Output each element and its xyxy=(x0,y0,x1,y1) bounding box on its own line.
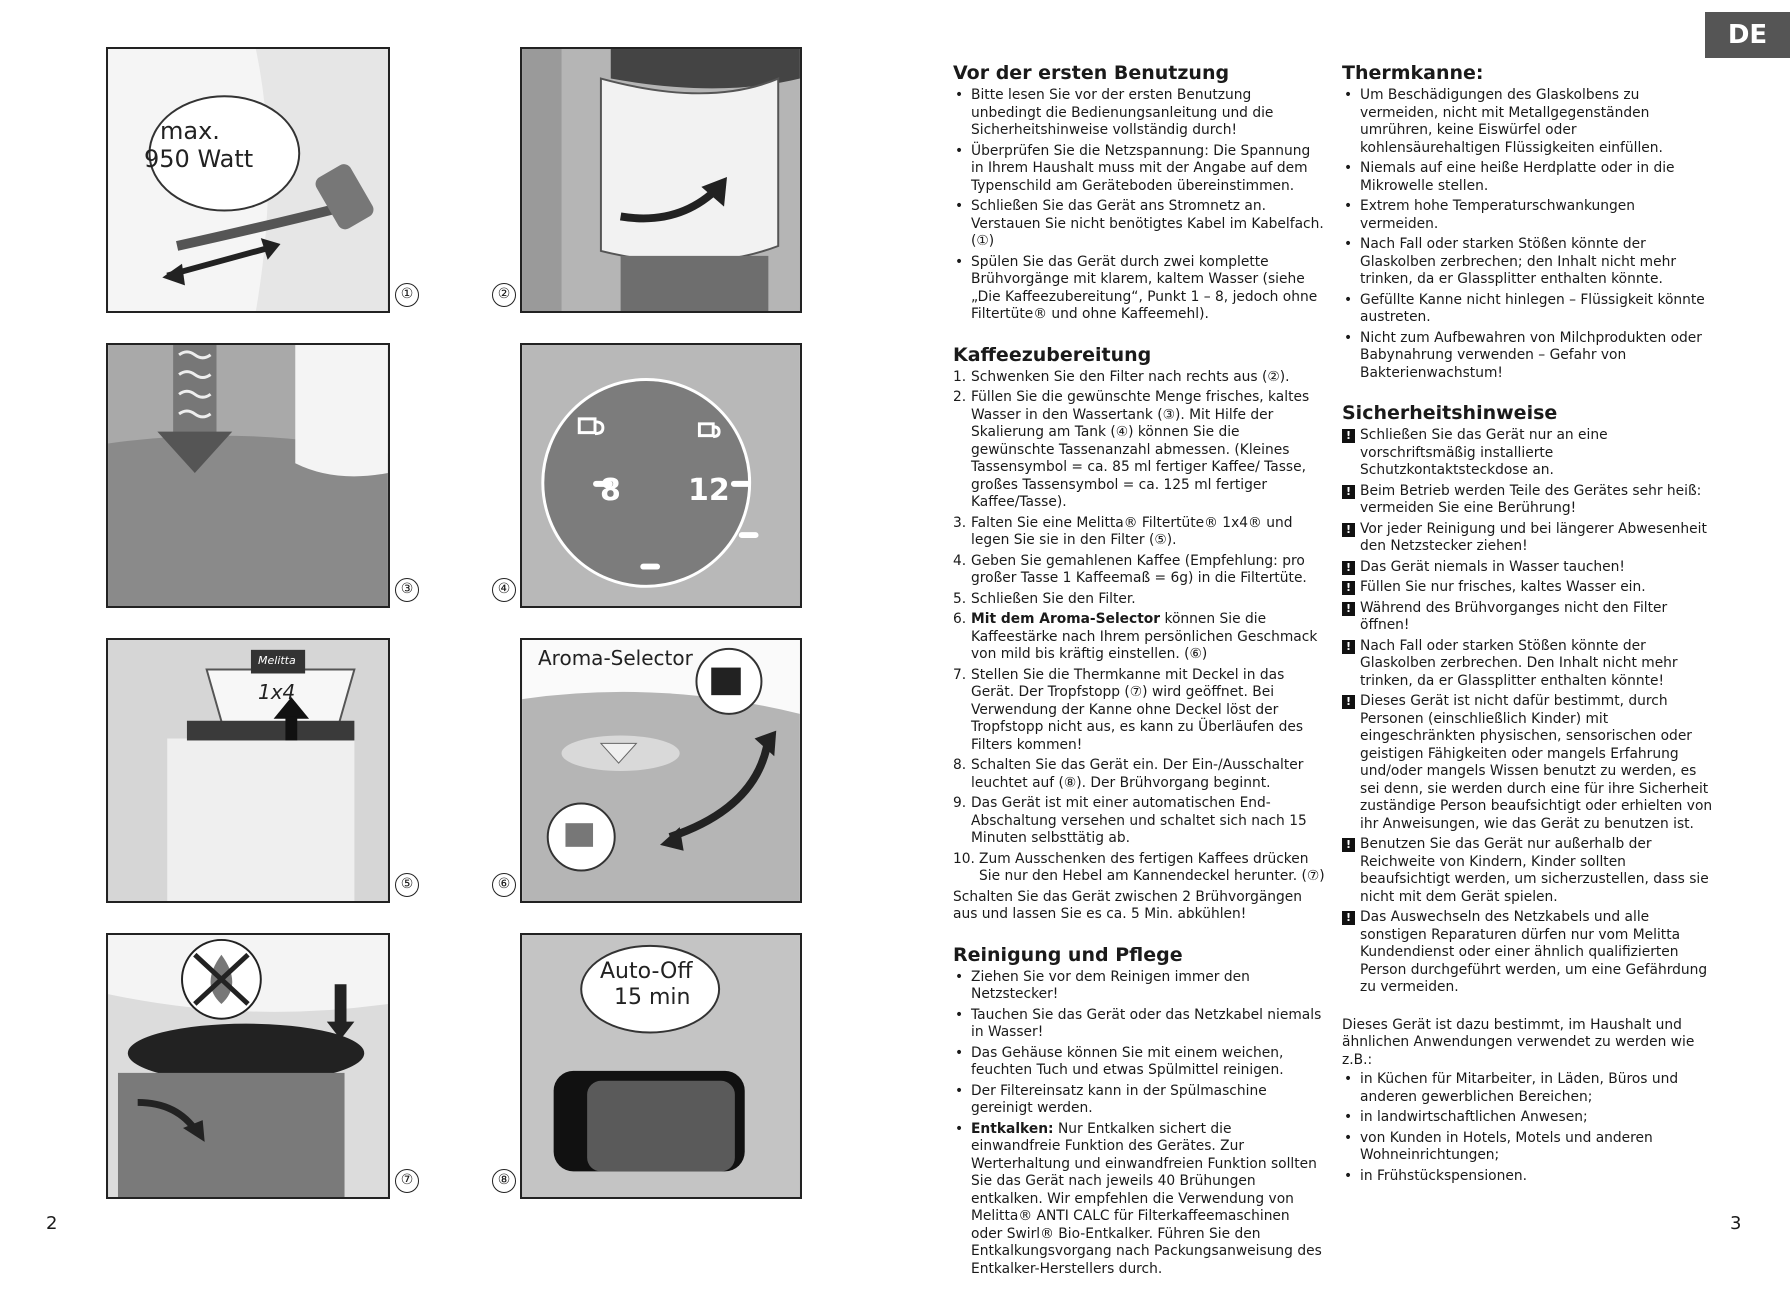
warning-item: • ! Beim Betrieb werden Teile des Gerätes sehr heiß: vermeiden Sie eine Berührung! xyxy=(1342,483,1714,518)
step-bold-text: Mit dem Aroma-Selector xyxy=(971,611,1161,627)
warning-icon: • ! xyxy=(1342,561,1355,575)
step-number: 9. xyxy=(953,795,967,811)
step-text: Schließen Sie den Filter. xyxy=(971,590,1136,607)
scale-large-cup-value: 12 xyxy=(688,473,730,508)
panel-number-4: ④ xyxy=(492,578,516,602)
list-item: • in landwirtschaftlichen Anwesen; xyxy=(1342,1109,1714,1127)
list-item: • Nicht zum Aufbewahren von Milchprodukten oder Babynahrung verwenden – Gefahr von Bakterienwachstum! xyxy=(1342,330,1714,383)
warning-item: • ! Benutzen Sie das Gerät nur außerhalb der Reichweite von Kindern, Kinder sollten beaufsichtigt werden, um sicherzustellen, dass sie nicht mit dem Gerät spielen. xyxy=(1342,836,1714,906)
illustration-panel-5 xyxy=(106,638,390,903)
step-text: Das Gerät ist mit einer automatischen End-Abschaltung versehen und schaltet sich nach 15 Minuten selbsttätig ab. xyxy=(971,795,1307,846)
cleaning-title: Reinigung und Pflege xyxy=(953,943,1183,966)
list-item: • in Küchen für Mitarbeiter, in Läden, Büros und anderen gewerblichen Bereichen; xyxy=(1342,1071,1714,1106)
page-number-right: 3 xyxy=(1730,1213,1742,1234)
step-item xyxy=(953,553,1325,588)
list-item: • in Frühstückspensionen. xyxy=(1342,1168,1714,1186)
auto-off-label: Auto-Off xyxy=(600,959,693,984)
step-item xyxy=(953,369,1325,387)
warning-icon: • ! xyxy=(1342,429,1355,443)
illustration-panel-2 xyxy=(520,47,802,313)
warning-item: • ! Vor jeder Reinigung und bei längerer Abwesenheit den Netzstecker ziehen! xyxy=(1342,521,1714,556)
warning-icon: • ! xyxy=(1342,485,1355,499)
step-item xyxy=(953,515,1325,550)
panel-number-6: ⑥ xyxy=(492,873,516,897)
step-number: 5. xyxy=(953,590,967,607)
drip-stop-illustration xyxy=(108,935,388,1197)
step-item xyxy=(953,757,1325,792)
intended-use-intro: Dieses Gerät ist dazu bestimmt, im Haushalt und ähnlichen Anwendungen verwendet zu werden wie z.B.: xyxy=(1342,1016,1695,1068)
step-item xyxy=(953,591,1325,609)
page-number-left: 2 xyxy=(46,1213,58,1234)
step-number: 4. xyxy=(953,552,967,569)
step-number: 6. xyxy=(953,611,967,627)
text-column-left xyxy=(953,62,1325,1298)
intended-use-section xyxy=(1342,1017,1714,1186)
illustration-panel-6 xyxy=(520,638,802,903)
warning-item: • ! Das Auswechseln des Netzkabels und alle sonstigen Reparaturen dürfen nur vom Melitta Kundendienst oder einer ähnlich qualifizierten Person durchgeführt werden, um eine Gefährdung zu vermeiden. xyxy=(1342,909,1714,997)
warning-icon: • ! xyxy=(1342,695,1355,709)
list-item: • Das Gehäuse können Sie mit einem weichen, feuchten Tuch und etwas Spülmittel reinigen. xyxy=(953,1045,1325,1080)
descaling-label: Entkalken: xyxy=(971,1120,1054,1137)
illustration-panel-3 xyxy=(106,343,390,608)
warning-icon: • ! xyxy=(1342,581,1355,595)
panel-number-8: ⑧ xyxy=(492,1169,516,1193)
list-item: • Der Filtereinsatz kann in der Spülmaschine gereinigt werden. xyxy=(953,1083,1325,1118)
step-text: können Sie die Kaffeestärke nach Ihrem persönlichen Geschmack von mild bis kräftig einstellen. (⑥) xyxy=(971,611,1318,662)
panel-number-1: ① xyxy=(395,283,419,307)
auto-off-time-label: 15 min xyxy=(614,985,691,1010)
illustration-panel-8 xyxy=(520,933,802,1199)
warning-item: • ! Schließen Sie das Gerät nur an eine vorschriftsmäßig installierte Schutzkontaktsteckdose an. xyxy=(1342,427,1714,480)
list-item: • Bitte lesen Sie vor der ersten Benutzung unbedingt die Bedienungsanleitung und die Sicherheitshinweise vollständig durch! xyxy=(953,87,1325,140)
coffee-preparation-title: Kaffeezubereitung xyxy=(953,343,1152,366)
coffee-preparation-note: Schalten Sie das Gerät zwischen 2 Brühvorgängen aus und lassen Sie es ca. 5 Min. abkühlen! xyxy=(953,888,1303,922)
panel-1-label-watt: 950 Watt xyxy=(144,145,254,173)
filter-brand-label: Melitta xyxy=(258,654,296,667)
step-text: Falten Sie eine Melitta® Filtertüte® 1x4® und legen Sie sie in den Filter (⑤). xyxy=(971,514,1293,548)
step-text: Stellen Sie die Thermkanne mit Deckel in das Gerät. Der Tropfstopp (⑦) wird geöffnet. Bei Verwendung der Kanne ohne Deckel löst der Tropfstopp nicht aus, es kann zu Überläufen des Filters kommen! xyxy=(971,666,1304,753)
step-number: 3. xyxy=(953,514,967,531)
safety-title: Sicherheitshinweise xyxy=(1342,402,1558,424)
panel-number-2: ② xyxy=(492,283,516,307)
list-item: • Tauchen Sie das Gerät oder das Netzkabel niemals in Wasser! xyxy=(953,1007,1325,1042)
warning-item: • ! Dieses Gerät ist nicht dafür bestimmt, durch Personen (einschließlich Kinder) mit eingeschränkten physischen, sensorischen oder geistigen Fähigkeiten oder mangels Erfahrung und/oder mangels Wissen benutzt zu werden, es sei denn, sie werden durch eine für ihre Sicherheit zuständige Person beaufsichtigt oder erhielten von ihr Anweisungen, wie das Gerät zu benutzen ist. xyxy=(1342,693,1714,833)
list-item: • Niemals auf eine heiße Herdplatte oder in die Mikrowelle stellen. xyxy=(1342,160,1714,195)
list-item: • Überprüfen Sie die Netzspannung: Die Spannung in Ihrem Haushalt muss mit der Angabe auf dem Typenschild am Geräteboden übereinstimmen. xyxy=(953,143,1325,196)
step-item xyxy=(953,795,1325,848)
panel-number-3: ③ xyxy=(395,578,419,602)
power-cord-illustration xyxy=(108,49,388,311)
aroma-selector-label: Aroma-Selector xyxy=(538,646,693,670)
panel-1-label-max: max. xyxy=(160,117,220,145)
water-fill-illustration xyxy=(108,345,388,606)
cleaning-section xyxy=(953,944,1325,1279)
step-item xyxy=(953,611,1325,664)
list-item: • Ziehen Sie vor dem Reinigen immer den Netzstecker! xyxy=(953,969,1325,1004)
filter-size-label: 1x4 xyxy=(258,680,296,704)
warning-icon: • ! xyxy=(1342,523,1355,537)
warning-icon: • ! xyxy=(1342,911,1355,925)
list-item: • Schließen Sie das Gerät ans Stromnetz an. Verstauen Sie nicht benötigtes Kabel im Kabelfach. (①) xyxy=(953,198,1325,251)
filter-paper-illustration xyxy=(108,640,388,901)
coffee-preparation-section xyxy=(953,344,1325,924)
safety-section xyxy=(1342,402,1714,997)
thermos-title: Thermkanne: xyxy=(1342,62,1484,84)
filter-swing-illustration xyxy=(522,49,800,311)
aroma-selector-illustration xyxy=(522,640,800,901)
illustration-panel-4 xyxy=(520,343,802,608)
scale-small-cup-value: 8 xyxy=(600,473,621,508)
list-item: • von Kunden in Hotels, Motels und anderen Wohneinrichtungen; xyxy=(1342,1130,1714,1165)
step-number: 2. xyxy=(953,389,967,405)
step-text: Geben Sie gemahlenen Kaffee (Empfehlung: pro großer Tasse 1 Kaffeemaß = 6g) in die Filtertüte. xyxy=(971,552,1307,586)
step-text: Schwenken Sie den Filter nach rechts aus (②). xyxy=(971,368,1290,385)
step-number: 1. xyxy=(953,368,967,385)
warning-icon: • ! xyxy=(1342,838,1355,852)
list-item: • Nach Fall oder starken Stößen könnte der Glaskolben zerbrechen; den Inhalt nicht mehr trinken, da er Glassplitter enthalten könnte. xyxy=(1342,236,1714,289)
illustration-panel-1 xyxy=(106,47,390,313)
step-text: Schalten Sie das Gerät ein. Der Ein-/Ausschalter leuchtet auf (⑧). Der Brühvorgang beginnt. xyxy=(971,757,1304,791)
warning-icon: • ! xyxy=(1342,602,1355,616)
list-item: • Um Beschädigungen des Glaskolbens zu vermeiden, nicht mit Metallgegenständen umrühren, keine Eiswürfel oder kohlensäurehaltigen Flüssigkeiten einfüllen. xyxy=(1342,87,1714,157)
list-item: • Spülen Sie das Gerät durch zwei komplette Brühvorgänge mit klarem, kaltem Wasser (siehe „Die Kaffeezubereitung“, Punkt 1 – 8, jedoch ohne Filtertüte® und ohne Kaffeemehl). xyxy=(953,254,1325,324)
list-item: • Extrem hohe Temperaturschwankungen vermeiden. xyxy=(1342,198,1714,233)
step-text: Füllen Sie die gewünschte Menge frisches, kaltes Wasser in den Wassertank (③). Mit Hilfe der Skalierung am Tank (④) können Sie die gewünschte Tassenanzahl abmessen. (Kleines Tassensymbol = ca. 85 ml fertiger Kaffee/ Tasse, großes Tassensymbol = ca. 125 ml fertiger Kaffee/Tasse). xyxy=(971,389,1310,510)
warning-item: • ! Das Gerät niemals in Wasser tauchen! xyxy=(1342,559,1714,577)
warning-item: • ! Füllen Sie nur frisches, kaltes Wasser ein. xyxy=(1342,579,1714,597)
list-item: • Gefüllte Kanne nicht hinlegen – Flüssigkeit könnte austreten. xyxy=(1342,292,1714,327)
step-number: 7. xyxy=(953,666,967,683)
illustration-panel-7 xyxy=(106,933,390,1199)
step-text: Zum Ausschenken des fertigen Kaffees drücken Sie nur den Hebel am Kannendeckel herunter. (⑦) xyxy=(979,850,1325,884)
warning-item: • ! Nach Fall oder starken Stößen könnte der Glaskolben zerbrechen. Den Inhalt nicht mehr trinken, da er Glassplitter enthalten könnte! xyxy=(1342,638,1714,691)
thermos-section xyxy=(1342,62,1714,382)
list-item: • Entkalken: Nur Entkalken sichert die einwandfreie Funktion des Gerätes. Zur Werterhaltung und einwandfreien Funktion sollten Sie das Gerät nach jeweils 40 Brühungen entkalken. Wir empfehlen die Verwendung von Melitta® ANTI CALC für Filterkaffeemaschinen oder Swirl® Bio-Entkalker. Führen Sie den Entkalkungsvorgang nach Packungsanweisung des Entkalker-Herstellers durch. xyxy=(953,1121,1325,1279)
step-number: 10. xyxy=(953,850,975,867)
warning-icon: • ! xyxy=(1342,640,1355,654)
step-item xyxy=(953,851,1325,886)
panel-number-5: ⑤ xyxy=(395,873,419,897)
panel-number-7: ⑦ xyxy=(395,1169,419,1193)
text-column-right xyxy=(1342,62,1714,1205)
step-item xyxy=(953,389,1325,512)
warning-item: • ! Während des Brühvorganges nicht den Filter öffnen! xyxy=(1342,600,1714,635)
water-scale-illustration xyxy=(522,345,800,606)
step-item xyxy=(953,667,1325,755)
before-first-use-title: Vor der ersten Benutzung xyxy=(953,62,1230,84)
language-tab: DE xyxy=(1705,12,1790,58)
step-number: 8. xyxy=(953,757,967,773)
before-first-use-section xyxy=(953,62,1325,324)
